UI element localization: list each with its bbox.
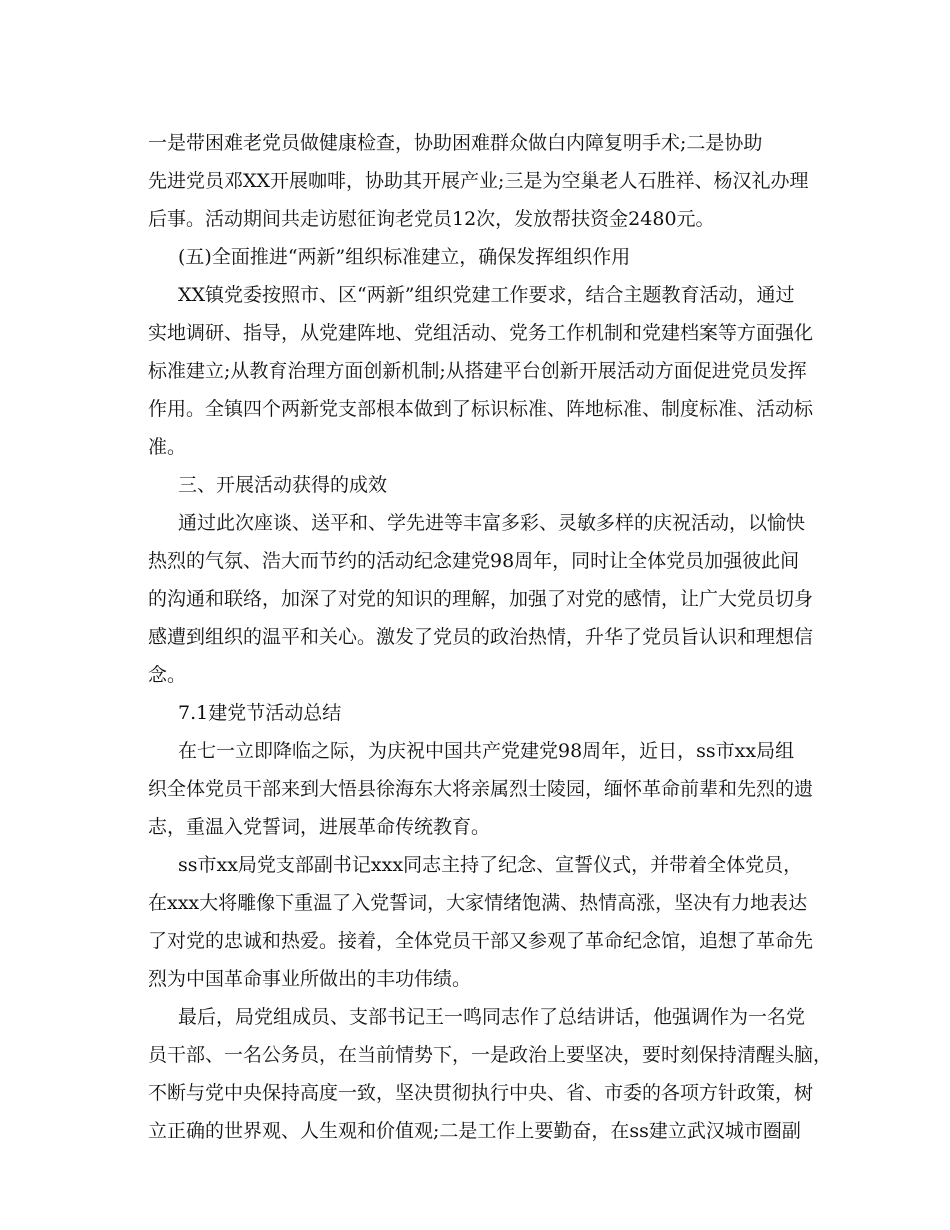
body-text-line: 在七一立即降临之际，为庆祝中国共产党建党98周年，近日，ss市xx局组 [178, 740, 795, 762]
body-text-line: XX镇党委按照市、区“两新”组织党建工作要求，结合主题教育活动，通过 [178, 284, 795, 306]
section-heading: 7.1建党节活动总结 [178, 702, 342, 724]
body-text-line: 在xxx大将雕像下重温了入党誓词，大家情绪饱满、热情高涨，坚决有力地表达 [148, 892, 808, 914]
section-heading: 三、开展活动获得的成效 [178, 474, 388, 496]
body-text-line: 念。 [148, 664, 187, 686]
body-text-line: 了对党的忠诚和热爱。接着，全体党员干部又参观了革命纪念馆，追想了革命先 [148, 930, 814, 952]
body-text-line: 烈为中国革命事业所做出的丰功伟绩。 [148, 968, 472, 990]
body-text-line: 实地调研、指导，从党建阵地、党组活动、党务工作机制和党建档案等方面强化 [148, 322, 814, 344]
body-text-line: 热烈的气氛、浩大而节约的活动纪念建党98周年，同时让全体党员加强彼此间 [148, 550, 800, 572]
body-text-line: 立正确的世界观、人生观和价值观;二是工作上要勤奋，在ss建立武汉城市圈副 [148, 1120, 801, 1142]
body-text-line: 的沟通和联络，加深了对党的知识的理解，加强了对党的感情，让广大党员切身 [148, 588, 814, 610]
section-heading: (五)全面推进“两新”组织标准建立，确保发挥组织作用 [178, 246, 631, 268]
body-text-line: 员干部、一名公务员，在当前情势下，一是政治上要坚决，要时刻保持清醒头脑， [148, 1044, 833, 1066]
body-text-line: 感遭到组织的温平和关心。激发了党员的政治热情，升华了党员旨认识和理想信 [148, 626, 814, 648]
body-text-line: 通过此次座谈、送平和、学先进等丰富多彩、灵敏多样的庆祝活动，以愉快 [178, 512, 806, 534]
body-text-line: 最后，局党组成员、支部书记王一鸣同志作了总结讲话，他强调作为一名党 [178, 1006, 806, 1028]
body-text-line: 志，重温入党誓词，进展革命传统教育。 [148, 816, 491, 838]
body-text-line: 一是带困难老党员做健康检查，协助困难群众做白内障复明手术;二是协助 [148, 132, 763, 154]
body-text-line: 织全体党员干部来到大悟县徐海东大将亲属烈士陵园，缅怀革命前辈和先烈的遗 [148, 778, 814, 800]
body-text-line: 准。 [148, 436, 187, 458]
body-text-line: 作用。全镇四个两新党支部根本做到了标识标准、阵地标准、制度标准、活动标 [148, 398, 814, 420]
body-text-line: 后事。活动期间共走访慰征询老党员12次，发放帮扶资金2480元。 [148, 208, 715, 230]
body-text-line: 标准建立;从教育治理方面创新机制;从搭建平台创新开展活动方面促进党员发挥 [148, 360, 807, 382]
body-text-line: 先进党员邓XX开展咖啡，协助其开展产业;三是为空巢老人石胜祥、杨汉礼办理 [148, 170, 809, 192]
body-text-line: 不断与党中央保持高度一致，坚决贯彻执行中央、省、市委的各项方针政策，树 [148, 1082, 814, 1104]
body-text-line: ss市xx局党支部副书记xxx同志主持了纪念、宣誓仪式，并带着全体党员， [178, 854, 803, 876]
